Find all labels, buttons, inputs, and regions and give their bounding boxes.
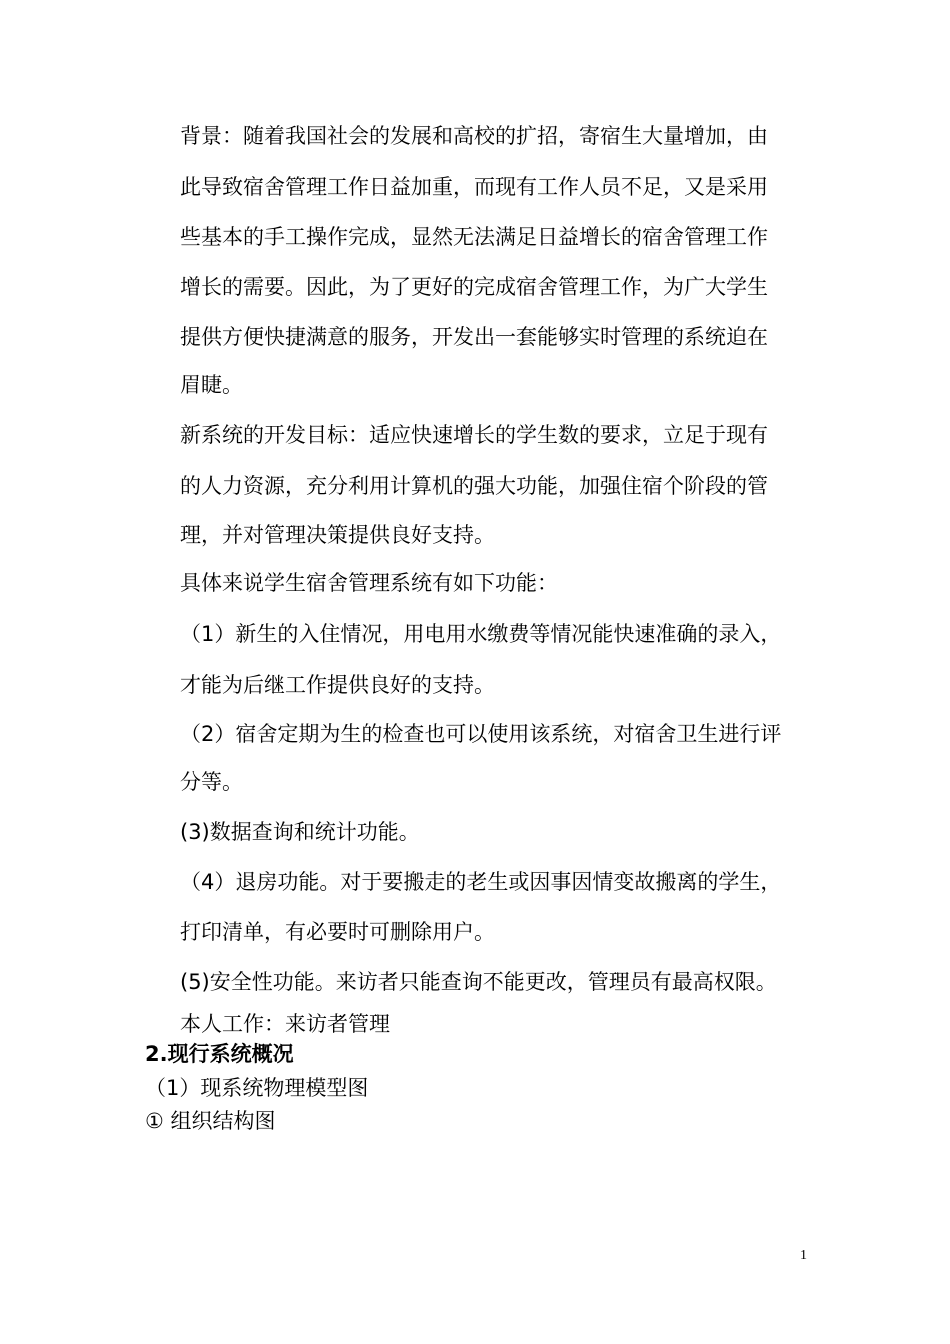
subsection-item: ① 组织结构图 — [145, 1109, 276, 1133]
my-work-line: 本人工作：来访者管理 — [180, 1012, 390, 1036]
paragraph-line: 背景：随着我国社会的发展和高校的扩招，寄宿生大量增加，由 — [180, 124, 768, 148]
function-line: (3)数据查询和统计功能。 — [180, 820, 420, 844]
page-number: 1 — [800, 1248, 807, 1263]
function-line: 打印清单，有必要时可删除用户。 — [180, 920, 495, 944]
subsection-heading: （1）现系统物理模型图 — [145, 1076, 369, 1100]
function-line: （4）退房功能。对于要搬走的老生或因事因情变故搬离的学生， — [180, 870, 782, 894]
section-heading: 2.现行系统概况 — [145, 1042, 294, 1066]
paragraph-line: 眉睫。 — [180, 373, 243, 397]
function-line: （2）宿舍定期为生的检查也可以使用该系统，对宿舍卫生进行评 — [180, 722, 782, 746]
function-line: （1）新生的入住情况，用电用水缴费等情况能快速准确的录入， — [180, 622, 782, 646]
paragraph-line: 此导致宿舍管理工作日益加重，而现有工作人员不足，又是采用 — [180, 175, 768, 199]
function-line: (5)安全性功能。来访者只能查询不能更改，管理员有最高权限。 — [180, 970, 777, 994]
function-line: 分等。 — [180, 770, 243, 794]
paragraph-line: 的人力资源，充分利用计算机的强大功能，加强住宿个阶段的管 — [180, 474, 768, 498]
function-line: 才能为后继工作提供良好的支持。 — [180, 673, 495, 697]
paragraph-line: 增长的需要。因此，为了更好的完成宿舍管理工作，为广大学生 — [180, 275, 768, 299]
functions-intro: 具体来说学生宿舍管理系统有如下功能： — [180, 571, 558, 595]
paragraph-line: 新系统的开发目标：适应快速增长的学生数的要求，立足于现有 — [180, 423, 768, 447]
paragraph-line: 理，并对管理决策提供良好支持。 — [180, 523, 495, 547]
paragraph-line: 提供方便快捷满意的服务，开发出一套能够实时管理的系统迫在 — [180, 325, 768, 349]
paragraph-line: 些基本的手工操作完成，显然无法满足日益增长的宿舍管理工作 — [180, 225, 768, 249]
